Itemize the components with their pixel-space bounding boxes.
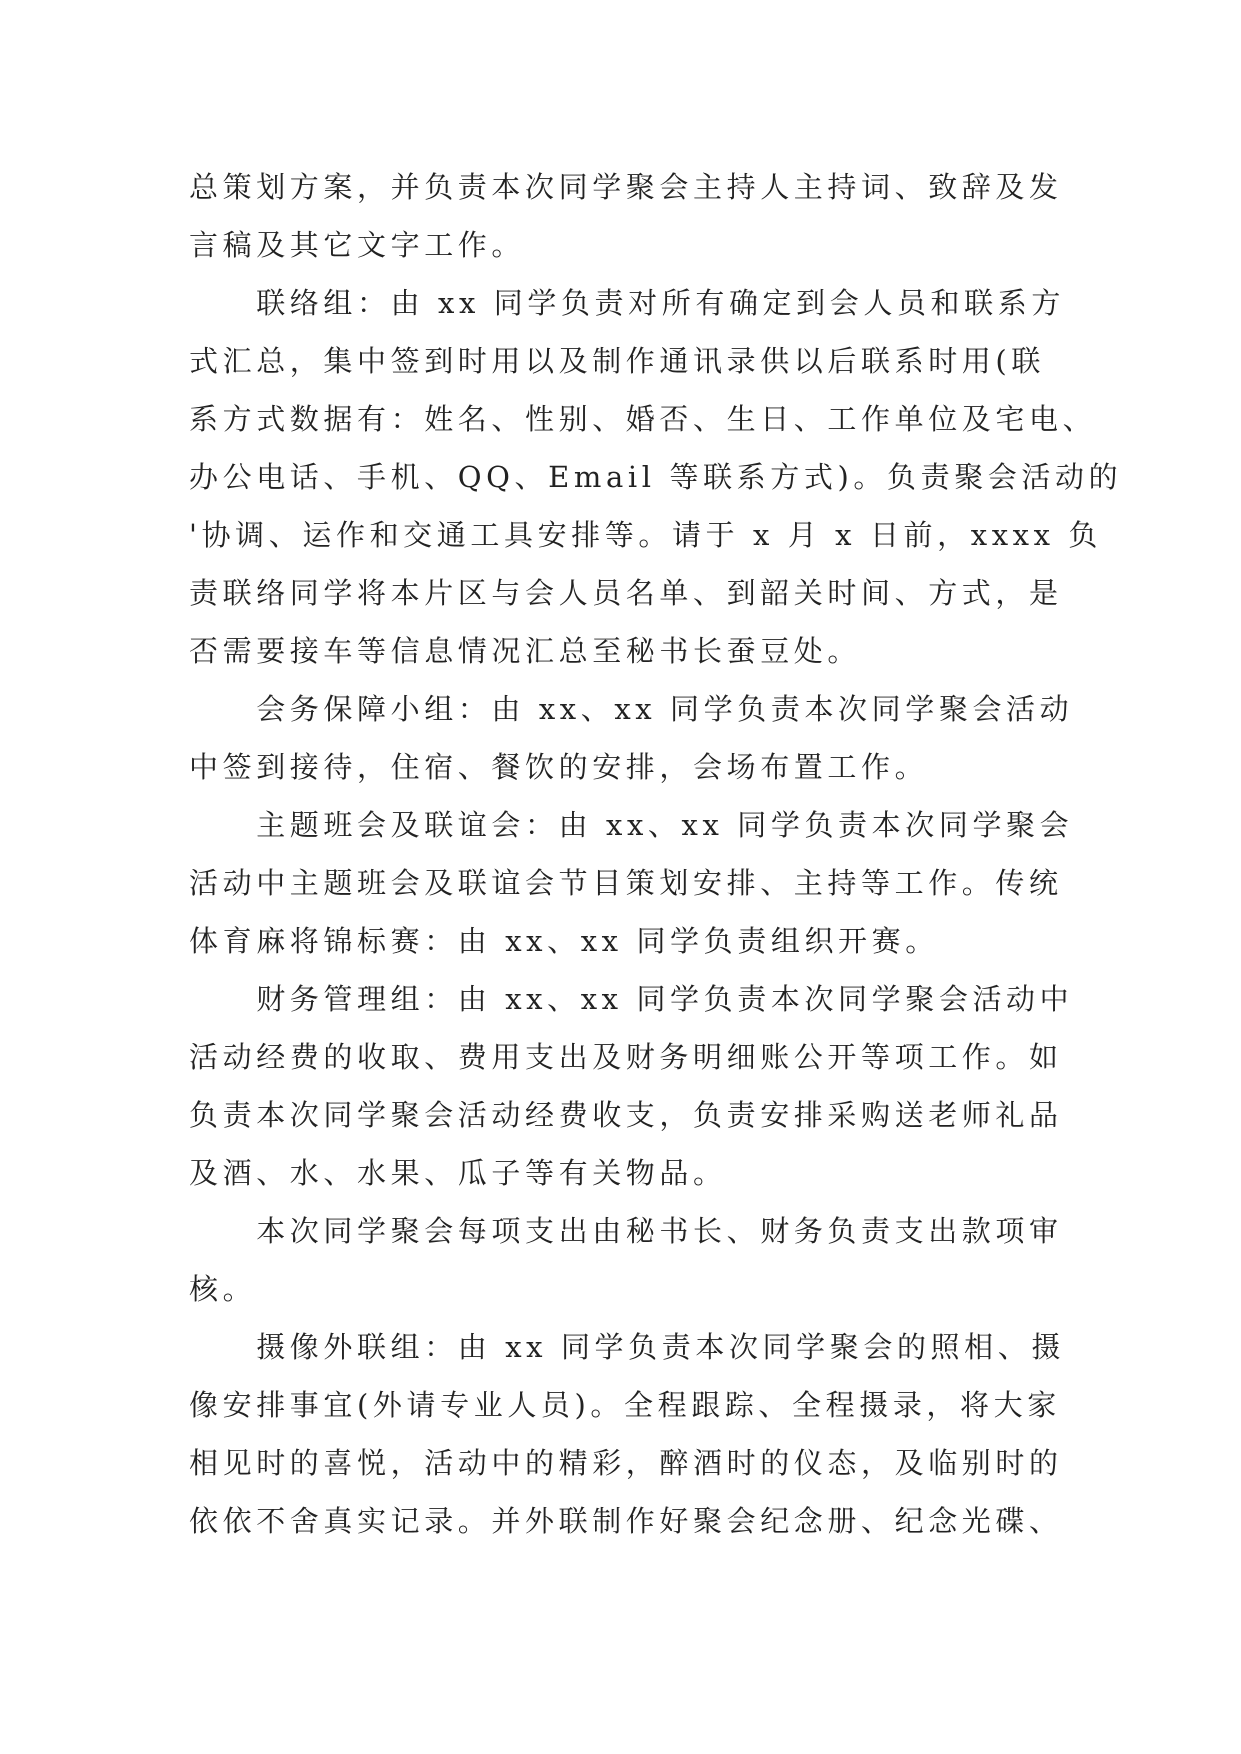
text-line: 言稿及其它文字工作。 [189,228,526,262]
text-line: 活动经费的收取、费用支出及财务明细账公开等项工作。如 [189,1040,1063,1074]
text-line: 联络组：由 xx 同学负责对所有确定到会人员和联系方 [189,286,1065,320]
text-line: 式汇总，集中签到时用以及制作通讯录供以后联系时用(联 [189,344,1045,378]
text-line: 财务管理组：由 xx、xx 同学负责本次同学聚会活动中 [189,982,1074,1016]
text-line: 办公电话、手机、QQ、Email 等联系方式)。负责聚会活动的 [189,460,1123,494]
text-line: '协调、运作和交通工具安排等。请于 x 月 x 日前，xxxx 负 [189,518,1102,552]
text-line: 体育麻将锦标赛：由 xx、xx 同学负责组织开赛。 [189,924,939,958]
text-line: 总策划方案，并负责本次同学聚会主持人主持词、致辞及发 [189,170,1063,204]
text-line: 否需要接车等信息情况汇总至秘书长蚕豆处。 [189,634,862,668]
text-line: 像安排事宜(外请专业人员)。全程跟踪、全程摄录，将大家 [189,1388,1061,1422]
text-line: 中签到接待，住宿、餐饮的安排，会场布置工作。 [189,750,929,784]
text-line: 及酒、水、水果、瓜子等有关物品。 [189,1156,727,1190]
text-line: 依依不舍真实记录。并外联制作好聚会纪念册、纪念光碟、 [189,1504,1063,1538]
text-line: 活动中主题班会及联谊会节目策划安排、主持等工作。传统 [189,866,1063,900]
document-body [189,158,1123,1550]
text-line: 相见时的喜悦，活动中的精彩，醉酒时的仪态，及临别时的 [189,1446,1063,1480]
text-line: 负责本次同学聚会活动经费收支，负责安排采购送老师礼品 [189,1098,1063,1132]
text-line: 会务保障小组：由 xx、xx 同学负责本次同学聚会活动 [189,692,1074,726]
text-line: 主题班会及联谊会：由 xx、xx 同学负责本次同学聚会 [189,808,1074,842]
text-line: 核。 [189,1272,257,1306]
text-line: 系方式数据有：姓名、性别、婚否、生日、工作单位及宅电、 [189,402,1097,436]
text-line: 责联络同学将本片区与会人员名单、到韶关时间、方式，是 [189,576,1063,610]
text-line: 本次同学聚会每项支出由秘书长、财务负责支出款项审 [189,1214,1063,1248]
text-line: 摄像外联组：由 xx 同学负责本次同学聚会的照相、摄 [189,1330,1065,1364]
